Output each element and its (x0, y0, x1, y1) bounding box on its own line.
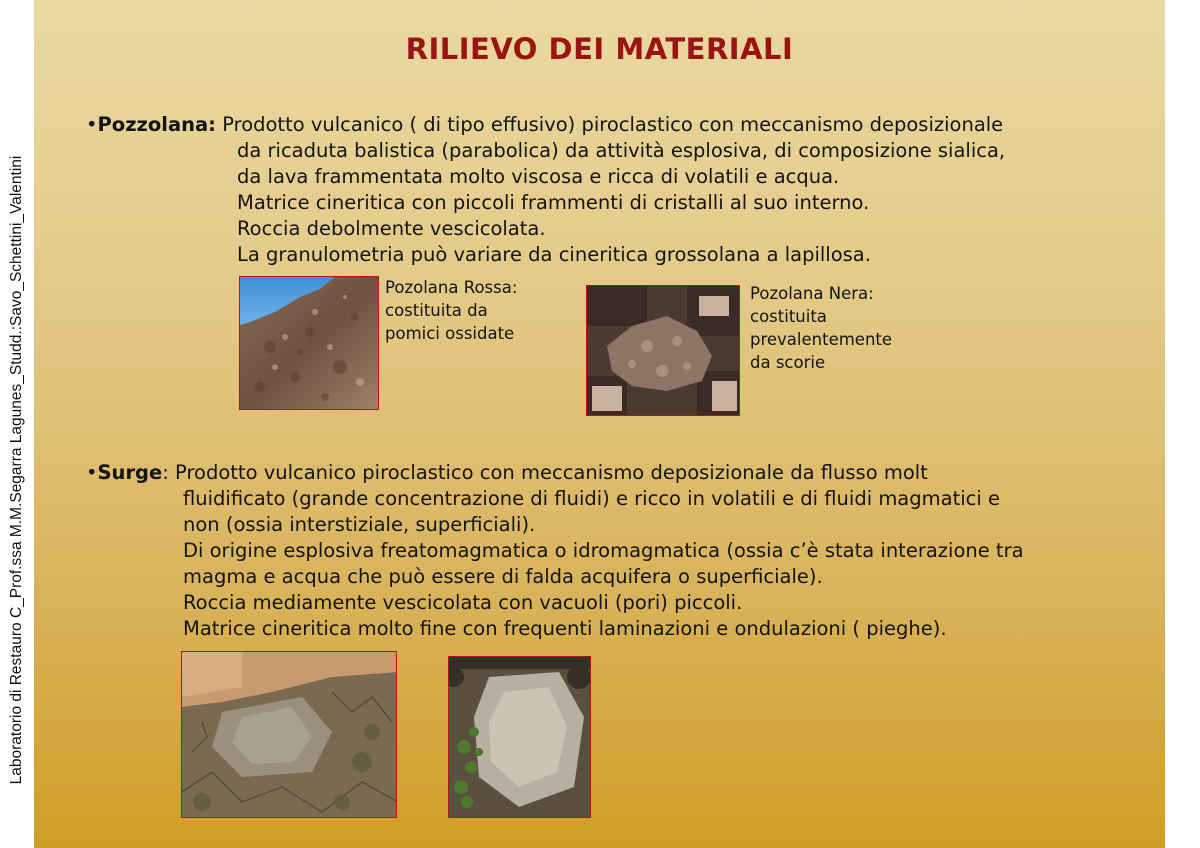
rock-photo-image (587, 286, 740, 416)
surge-line: non (ossia interstiziale, superficiali). (183, 513, 536, 536)
surge-first-line (86, 460, 1024, 486)
rock-photo-image (182, 652, 397, 818)
pozzolana-line: Matrice cineritica con piccoli frammenti di cristalli al suo interno. (237, 191, 870, 214)
surge-term: Surge (97, 461, 163, 484)
surge-line: magma e acqua che può essere di falda acquifera o superficiale). (183, 565, 823, 588)
pozzolana-line: Roccia debolmente vescicolata. (237, 217, 546, 240)
pozzolana-rossa-caption (385, 276, 517, 345)
side-credit-label: Laboratorio di Restauro C_Prof.ssa M.M.Segarra Lagunes_Studd.:Savo_Schettini_Valentini (8, 155, 25, 785)
pozzolana-term: Pozzolana: (97, 113, 216, 136)
surge-photo-1 (181, 651, 397, 818)
bullet-mark: • (86, 113, 98, 136)
pozzolana-line: Prodotto vulcanico ( di tipo effusivo) piroclastico con meccanismo deposizionale (222, 113, 1004, 136)
caption-line: costituita (750, 307, 827, 326)
pozzolana-rossa-photo (239, 276, 379, 410)
surge-line: fluidificato (grande concentrazione di fluidi) e ricco in volatili e di fluidi magmatici e (183, 487, 1000, 510)
surge-photo-2 (448, 656, 591, 818)
surge-line: Matrice cineritica molto fine con frequenti laminazioni e ondulazioni ( pieghe). (183, 617, 947, 640)
pozzolana-nera-caption (750, 282, 892, 374)
pozzolana-line: da ricaduta balistica (parabolica) da attività esplosiva, di composizione sialica, (237, 139, 1006, 162)
pozzolana-line: da lava frammentata molto viscosa e ricca di volatili e acqua. (237, 165, 840, 188)
page-title: RILIEVO DEI MATERIALI (405, 32, 794, 66)
surge-line: Prodotto vulcanico piroclastico con meccanismo deposizionale da flusso molt (175, 461, 928, 484)
pozzolana-line: La granulometria può variare da cineritica grossolana a lapillosa. (237, 243, 871, 266)
pozzolana-section (86, 112, 1005, 268)
pozzolana-nera-photo (586, 285, 740, 416)
surge-section (86, 460, 1024, 642)
bullet-mark: • (86, 461, 98, 484)
surge-line: Di origine esplosiva freatomagmatica o idromagmatica (ossia c’è stata interazione tra (183, 539, 1024, 562)
caption-line: costituita da (385, 301, 488, 320)
caption-line: pomici ossidate (385, 324, 515, 343)
rock-photo-image (449, 657, 591, 818)
caption-line: prevalentemente (750, 330, 893, 349)
surge-line: Roccia mediamente vescicolata con vacuoli (pori) piccoli. (183, 591, 743, 614)
side-margin (0, 0, 34, 848)
pozzolana-first-line (86, 112, 1005, 138)
caption-line: Pozolana Nera: (750, 284, 874, 303)
right-margin (1165, 0, 1200, 848)
slide (34, 0, 1165, 848)
caption-line: da scorie (750, 353, 826, 372)
rock-photo-image (240, 277, 379, 410)
surge-colon: : (162, 461, 169, 484)
caption-line: Pozolana Rossa: (385, 278, 518, 297)
